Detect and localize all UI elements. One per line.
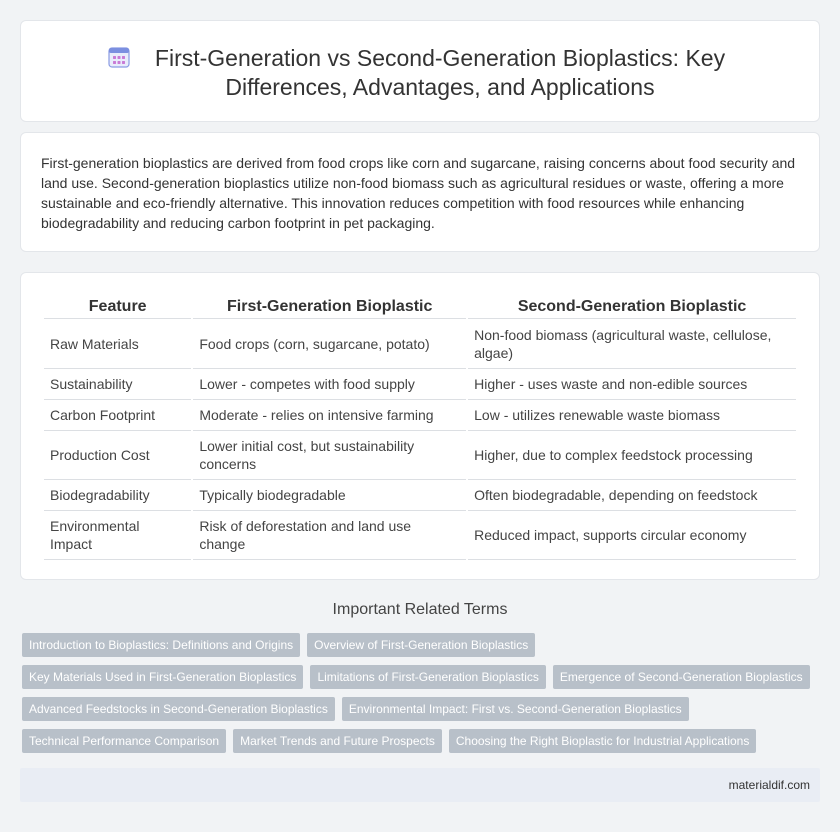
table-cell: Reduced impact, supports circular economy (468, 511, 796, 560)
related-terms-heading: Important Related Terms (332, 601, 508, 618)
table-cell: Biodegradability (44, 480, 191, 511)
table-row (44, 431, 796, 480)
related-term-tag[interactable]: Overview of First-Generation Bioplastics (307, 633, 535, 657)
comparison-card (20, 272, 820, 580)
table-cell: Higher, due to complex feedstock processing (468, 431, 796, 480)
related-terms-list (22, 633, 822, 761)
table-header-row (44, 295, 796, 319)
table-row (44, 480, 796, 511)
column-header-feature: Feature (44, 295, 191, 319)
table-cell: Risk of deforestation and land use change (193, 511, 466, 560)
related-term-tag[interactable]: Market Trends and Future Prospects (233, 729, 442, 753)
related-term-tag[interactable]: Introduction to Bioplastics: Definitions and Origins (22, 633, 300, 657)
table-cell: Lower initial cost, but sustainability concerns (193, 431, 466, 480)
table-cell: Lower - competes with food supply (193, 369, 466, 400)
table-row (44, 400, 796, 431)
column-header-second-gen: Second-Generation Bioplastic (468, 295, 796, 319)
table-cell: Low - utilizes renewable waste biomass (468, 400, 796, 431)
table-row (44, 319, 796, 369)
table-row (44, 369, 796, 400)
table-row (44, 511, 796, 560)
table-cell: Food crops (corn, sugarcane, potato) (193, 319, 466, 369)
table-cell: Carbon Footprint (44, 400, 191, 431)
related-term-tag[interactable]: Emergence of Second-Generation Bioplastics (553, 665, 810, 689)
table-cell: Non-food biomass (agricultural waste, cellulose, algae) (468, 319, 796, 369)
related-term-tag[interactable]: Choosing the Right Bioplastic for Industrial Applications (449, 729, 757, 753)
table-cell: Production Cost (44, 431, 191, 480)
intro-paragraph: First-generation bioplastics are derived from food crops like corn and sugarcane, raising concerns about food security and land use. Second-generation bioplastics utilize non-food biomass such as agricultural residues or waste, offering a more sustainable and eco-friendly alternative. This innovation reduces competition with food resources while enhancing biodegradability and reducing carbon footprint in pet packaging. (41, 155, 796, 231)
table-cell: Moderate - relies on intensive farming (193, 400, 466, 431)
table-cell: Often biodegradable, depending on feedstock (468, 480, 796, 511)
related-term-tag[interactable]: Limitations of First-Generation Bioplastics (310, 665, 545, 689)
table-cell: Sustainability (44, 369, 191, 400)
related-term-tag[interactable]: Advanced Feedstocks in Second-Generation Bioplastics (22, 697, 335, 721)
title-card (20, 20, 820, 122)
table-cell: Raw Materials (44, 319, 191, 369)
table-cell: Higher - uses waste and non-edible sources (468, 369, 796, 400)
table-cell: Typically biodegradable (193, 480, 466, 511)
comparison-table (42, 295, 798, 560)
table-cell: Environmental Impact (44, 511, 191, 560)
column-header-first-gen: First-Generation Bioplastic (193, 295, 466, 319)
related-term-tag[interactable]: Environmental Impact: First vs. Second-Generation Bioplastics (342, 697, 689, 721)
footer-site-link[interactable]: materialdif.com (728, 778, 810, 792)
page-title: First-Generation vs Second-Generation Bioplastics: Key Differences, Advantages, and Applications (154, 45, 726, 100)
intro-card (20, 132, 820, 252)
footer (20, 768, 820, 802)
related-term-tag[interactable]: Key Materials Used in First-Generation Bioplastics (22, 665, 303, 689)
related-term-tag[interactable]: Technical Performance Comparison (22, 729, 226, 753)
